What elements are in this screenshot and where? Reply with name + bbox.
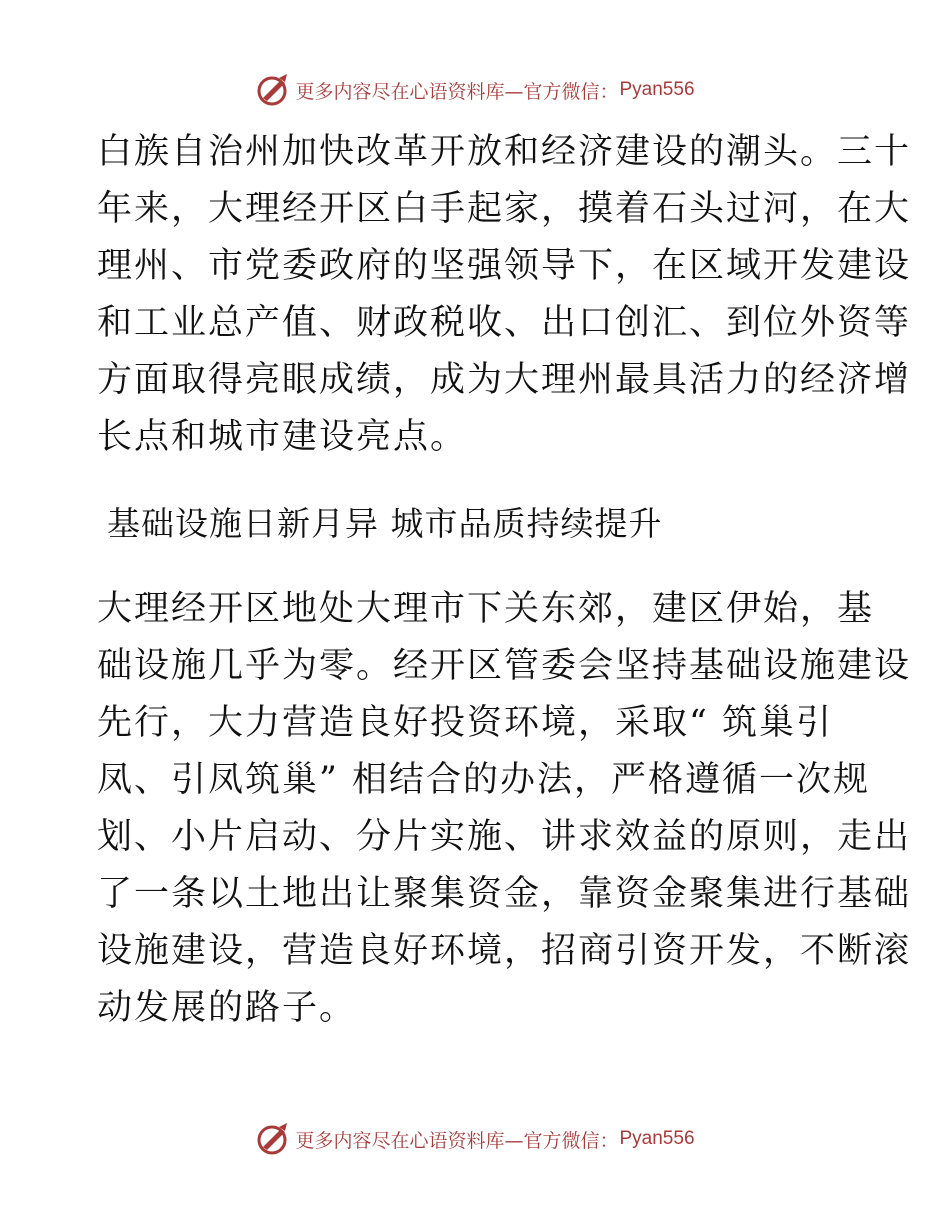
text-line: 白族自治州加快改革开放和经济建设的潮头。三十 (97, 132, 912, 172)
spacer (97, 552, 857, 581)
paragraph-intro (97, 124, 912, 466)
document-body (97, 124, 912, 1037)
text-line: 大理经开区地处大理市下关东郊，建区伊始，基 (97, 589, 875, 629)
text-line: 础设施几乎为零。经开区管委会坚持基础设施建设 (97, 646, 912, 686)
text-line: 理州、市党委政府的坚强领导下，在区域开发建设 (97, 246, 912, 286)
text-line: 长点和城市建设亮点。 (97, 417, 468, 457)
header-watermark (0, 70, 950, 110)
text-line: 先行，大力营造良好投资环境，采取“ 筑巢引 (97, 703, 834, 743)
text-line: 年来，大理经开区白手起家，摸着石头过河，在大 (97, 189, 912, 229)
footer-watermark (0, 1119, 950, 1159)
watermark-text: 更多内容尽在心语资料库—官方微信： (295, 80, 619, 103)
text-line: 设施建设，营造良好环境，招商引资开发，不断滚 (97, 931, 912, 971)
section-heading: 基础设施日新月异 城市品质持续提升 (107, 504, 663, 543)
pen-logo-icon (255, 72, 291, 108)
text-line: 凤、引凤筑巢” 相结合的办法，严格遵循一次规 (97, 760, 871, 800)
spacer (97, 466, 857, 495)
watermark-wechat-id: Pyan556 (619, 1128, 695, 1149)
text-line: 和工业总产值、财政税收、出口创汇、到位外资等 (97, 303, 912, 343)
text-line: 动发展的路子。 (97, 988, 357, 1028)
watermark-wechat-id: Pyan556 (619, 79, 695, 100)
text-line: 了一条以土地出让聚集资金，靠资金聚集进行基础 (97, 874, 912, 914)
text-line: 方面取得亮眼成绩，成为大理州最具活力的经济增 (97, 360, 912, 400)
text-line: 划、小片启动、分片实施、讲求效益的原则，走出 (97, 817, 912, 857)
paragraph-infrastructure (97, 581, 912, 1037)
watermark-text: 更多内容尽在心语资料库—官方微信： (295, 1129, 619, 1152)
pen-logo-icon (255, 1121, 291, 1157)
